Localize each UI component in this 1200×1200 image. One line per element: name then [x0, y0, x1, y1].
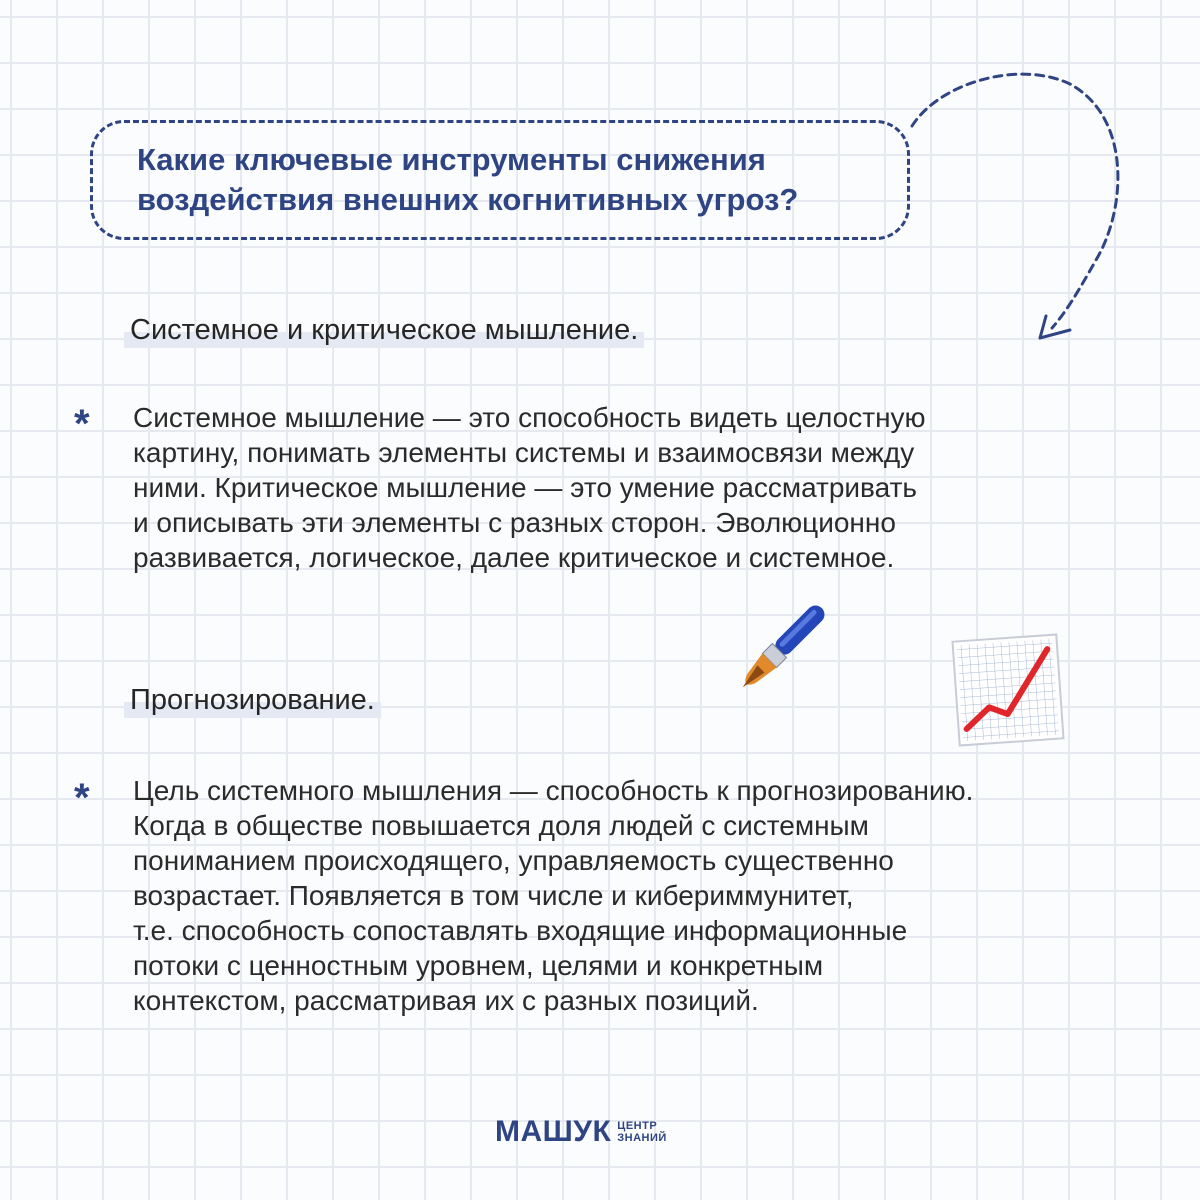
question-heading: Какие ключевые инструменты снижения воздействия внешних когнитивных угроз?	[137, 142, 799, 217]
logo-subtitle-top: ЦЕНТР	[617, 1120, 658, 1132]
dashed-arrow-icon	[900, 60, 1140, 360]
bullet-star-icon: *	[74, 776, 90, 820]
question-box	[90, 120, 910, 240]
bullet-star-icon: *	[74, 402, 90, 446]
section-heading-forecasting: Прогнозирование.	[124, 682, 381, 718]
chart-increasing-icon	[948, 630, 1068, 750]
paragraph-forecasting: Цель системного мышления — способность к прогнозированию. Когда в обществе повышается доля людей с системным пониманием происходящего, управляемость существенно возрастает. Появляется в том числе и кибериммунитет, т.е. способность сопоставлять входящие информационные потоки с ценностным уровнем, целями и конкретным контекстом, рассматривая их с разных позиций.	[133, 775, 974, 1016]
logo-subtitle-bottom: ЗНАНИЙ	[617, 1132, 667, 1144]
paintbrush-icon	[718, 592, 838, 712]
paragraph-systems-thinking: Системное мышление — это способность видеть целостную картину, понимать элементы системы и взаимосвязи между ними. Критическое мышление — это умение рассматривать и описывать эти элементы с разных сторон. Эволюционно развивается, логическое, далее критическое и системное.	[133, 402, 926, 573]
section-heading-systems-thinking: Системное и критическое мышление.	[124, 312, 644, 348]
logo-wordmark: МАШУК	[495, 1115, 612, 1148]
logo-subtitle	[617, 1120, 667, 1144]
brand-logo	[495, 1112, 667, 1152]
